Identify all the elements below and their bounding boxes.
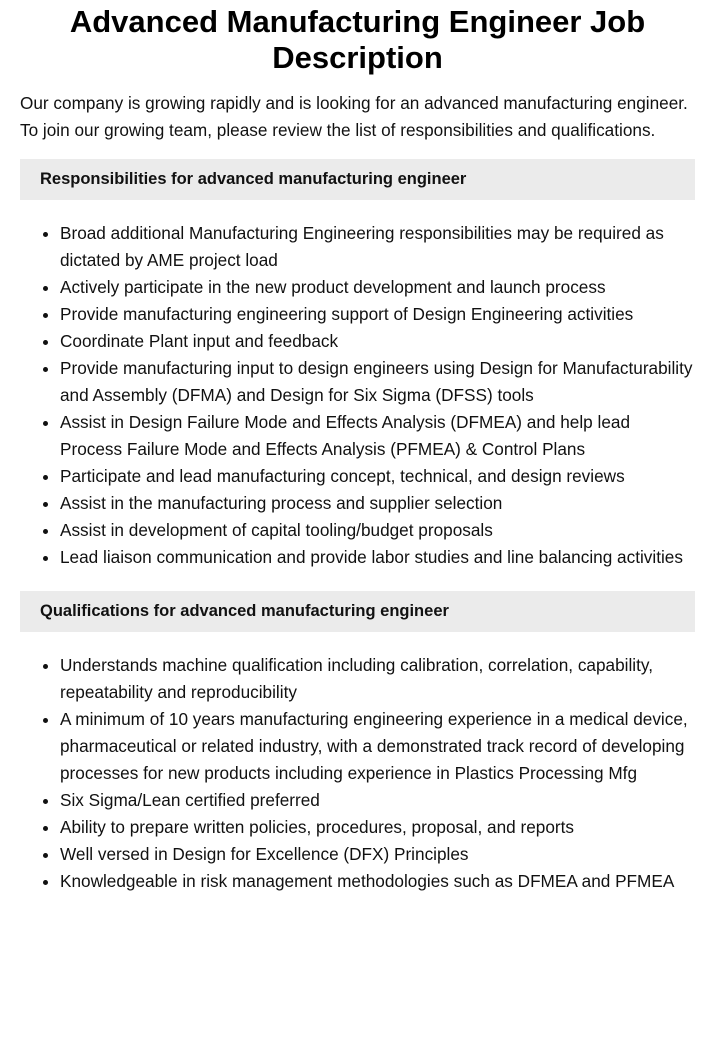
list-item: • A minimum of 10 years manufacturing engineering experience in a medical device, pharmaceutical or related industry, with a demonstrated track record of developing processes for new products including experience in Plastics Processing Mfg — [60, 706, 695, 787]
list-item: • Assist in the manufacturing process and supplier selection — [60, 490, 695, 517]
list-item: • Understands machine qualification including calibration, correlation, capability, repeatability and reproducibility — [60, 652, 695, 706]
list-item: • Lead liaison communication and provide labor studies and line balancing activities — [60, 544, 695, 571]
list-item: • Provide manufacturing engineering support of Design Engineering activities — [60, 301, 695, 328]
list-item: • Assist in development of capital tooling/budget proposals — [60, 517, 695, 544]
list-item: • Participate and lead manufacturing concept, technical, and design reviews — [60, 463, 695, 490]
section-heading: Responsibilities for advanced manufacturing engineer — [20, 159, 695, 200]
list-item: • Ability to prepare written policies, procedures, proposal, and reports — [60, 814, 695, 841]
page-title: Advanced Manufacturing Engineer Job Description — [69, 4, 646, 75]
list-item: • Knowledgeable in risk management methodologies such as DFMEA and PFMEA — [60, 868, 695, 895]
list-item: • Well versed in Design for Excellence (DFX) Principles — [60, 841, 695, 868]
list-item: • Provide manufacturing input to design engineers using Design for Manufacturability and Assembly (DFMA) and Design for Six Sigma (DFSS) tools — [60, 355, 695, 409]
list-item: • Coordinate Plant input and feedback — [60, 328, 695, 355]
list-item: • Assist in Design Failure Mode and Effects Analysis (DFMEA) and help lead Process Failure Mode and Effects Analysis (PFMEA) & Control Plans — [60, 409, 695, 463]
list-item: • Broad additional Manufacturing Engineering responsibilities may be required as dictated by AME project load — [60, 220, 695, 274]
bullet-list — [20, 220, 695, 571]
section-heading: Qualifications for advanced manufacturing engineer — [20, 591, 695, 632]
sections — [20, 159, 695, 895]
list-item: • Six Sigma/Lean certified preferred — [60, 787, 695, 814]
list-item: • Actively participate in the new product development and launch process — [60, 274, 695, 301]
job-description — [0, 4, 720, 895]
intro-paragraph: Our company is growing rapidly and is looking for an advanced manufacturing engineer. To join our growing team, please review the list of responsibilities and qualifications. — [20, 93, 688, 140]
bullet-list — [20, 652, 695, 895]
